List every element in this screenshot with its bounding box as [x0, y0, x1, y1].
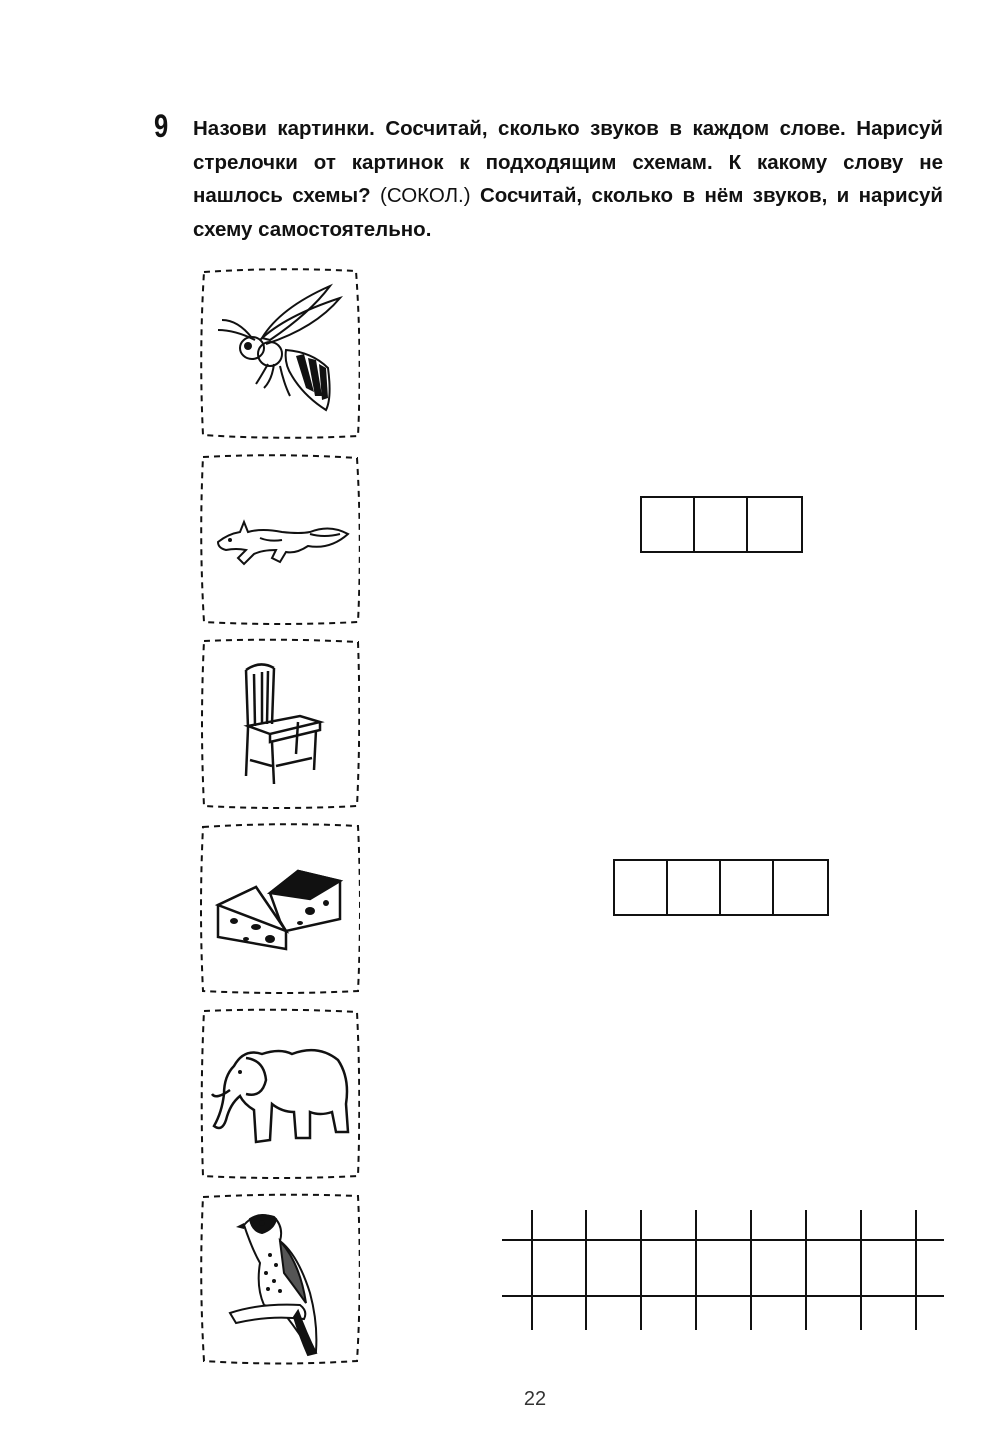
picture-card-chair[interactable] [200, 638, 360, 808]
picture-card-cheese[interactable] [200, 823, 360, 993]
answer-hint: (СОКОЛ.) [380, 184, 471, 207]
sound-scheme-4-cells [613, 859, 829, 916]
picture-card-falcon[interactable] [200, 1193, 360, 1363]
scheme-cell [642, 498, 695, 551]
chair-icon [200, 638, 360, 810]
task-number: 9 [154, 108, 169, 144]
cheese-icon [200, 823, 360, 995]
scheme-cell [615, 861, 668, 914]
scheme-cell [668, 861, 721, 914]
wasp-icon [200, 268, 360, 440]
falcon-icon [200, 1193, 360, 1365]
scheme-cell [774, 861, 827, 914]
picture-card-wasp[interactable] [200, 268, 360, 438]
sound-scheme-3-cells [640, 496, 803, 553]
picture-card-elephant[interactable] [200, 1008, 360, 1178]
scheme-cell [695, 498, 748, 551]
instructions-text: Назови картинки. Сосчитай, сколько звуков в каждом слове. Нарисуй стрелочки от картинок к подходящим схемам. К какому слову не нашлось схемы? [193, 117, 943, 207]
instructions-text-end: Сосчитай, сколько в нём звуков, и нарисуй схему самостоятельно. [193, 184, 943, 241]
task-instructions [193, 112, 943, 246]
answer-drawing-grid[interactable] [502, 1210, 947, 1332]
elephant-icon [200, 1008, 360, 1180]
page-number: 22 [523, 1388, 547, 1410]
picture-card-fox[interactable] [200, 454, 360, 624]
scheme-cell [748, 498, 801, 551]
scheme-cell [721, 861, 774, 914]
fox-icon [200, 454, 360, 626]
